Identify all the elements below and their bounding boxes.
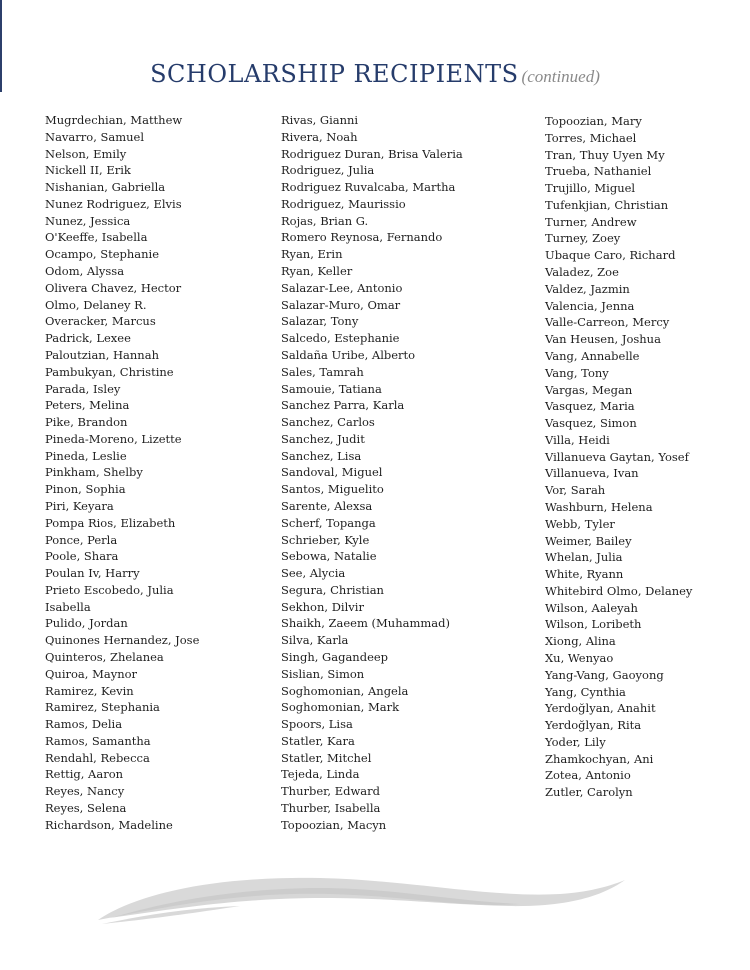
recipient-name: Valencia, Jenna	[545, 298, 635, 313]
recipient-name: Sanchez Parra, Karla	[281, 398, 405, 413]
recipient-name: Yoder, Lily	[545, 734, 606, 749]
recipient-name: Yerdoğlyan, Anahit	[545, 701, 656, 716]
recipient-name: Tejeda, Linda	[281, 767, 360, 782]
recipient-name: Salazar-Muro, Omar	[281, 297, 401, 312]
recipient-name: Xiong, Alina	[545, 634, 616, 649]
recipient-name: Ubaque Caro, Richard	[545, 248, 676, 263]
recipient-name: Rodriguez, Maurissio	[281, 196, 406, 211]
title-continued: (continued)	[521, 67, 600, 86]
recipient-name: Romero Reynosa, Fernando	[281, 230, 443, 245]
recipient-name: Weimer, Bailey	[545, 533, 632, 548]
recipient-name: Richardson, Madeline	[45, 817, 173, 832]
recipient-name: Silva, Karla	[281, 633, 349, 648]
recipient-name: Schrieber, Kyle	[281, 532, 370, 547]
recipient-name: Yerdoğlyan, Rita	[545, 718, 642, 733]
recipient-name: Quinones Hernandez, Jose	[45, 633, 200, 648]
recipient-name: Parada, Isley	[45, 381, 121, 396]
recipient-name: Nelson, Emily	[45, 146, 127, 161]
page-title	[0, 52, 750, 90]
recipient-name: Villanueva, Ivan	[545, 466, 639, 481]
recipient-name: Segura, Christian	[281, 582, 384, 597]
recipient-name: Pineda-Moreno, Lizette	[45, 431, 182, 446]
recipient-name: Paloutzian, Hannah	[45, 347, 159, 362]
recipient-name: Thurber, Edward	[281, 784, 381, 799]
recipient-name: Van Heusen, Joshua	[545, 332, 661, 347]
recipient-name: Pompa Rios, Elizabeth	[45, 515, 176, 530]
recipient-name: Soghomonian, Angela	[281, 683, 409, 698]
recipient-name: Valle-Carreon, Mercy	[545, 315, 670, 330]
recipient-name: Vasquez, Maria	[545, 399, 635, 414]
recipient-name: Isabella	[45, 599, 91, 614]
recipient-name: Pulido, Jordan	[45, 616, 128, 631]
recipient-name: Vang, Tony	[545, 365, 609, 380]
recipient-name: Ocampo, Stephanie	[45, 247, 160, 262]
recipient-name: Topoozian, Mary	[545, 114, 642, 128]
recipient-name: Ponce, Perla	[45, 532, 118, 547]
recipient-name: Samouie, Tatiana	[281, 381, 382, 396]
recipient-name: Pinkham, Shelby	[45, 465, 143, 480]
recipient-name: Nunez, Jessica	[45, 213, 131, 228]
recipient-name: Reyes, Nancy	[45, 784, 125, 799]
recipient-name: Zotea, Antonio	[545, 768, 631, 783]
recipient-name: Poulan Iv, Harry	[45, 566, 140, 581]
recipient-name: Sekhon, Dilvir	[281, 599, 364, 614]
recipient-name: Ramos, Delia	[45, 717, 123, 732]
recipient-name: Whitebird Olmo, Delaney	[545, 583, 693, 598]
recipient-name: Statler, Kara	[281, 733, 355, 748]
recipient-name: Valadez, Zoe	[545, 265, 619, 280]
recipient-name: Villa, Heidi	[545, 432, 610, 447]
recipient-name: Piri, Keyara	[45, 498, 114, 513]
title-main: SCHOLARSHIP RECIPIENTS	[150, 60, 519, 88]
recipient-name: Olmo, Delaney R.	[45, 297, 147, 312]
recipient-name: Villanueva Gaytan, Yosef	[545, 449, 689, 464]
recipient-name: Vasquez, Simon	[545, 416, 637, 431]
recipient-name: Singh, Gagandeep	[281, 650, 389, 664]
recipients-column-3	[545, 113, 692, 801]
recipient-name: Salcedo, Estephanie	[281, 331, 400, 346]
recipient-name: White, Ryann	[545, 567, 624, 582]
recipient-name: Sislian, Simon	[281, 666, 365, 681]
recipient-name: Vargas, Megan	[545, 382, 633, 397]
recipient-name: Tran, Thuy Uyen My	[545, 147, 665, 162]
recipient-name: Sanchez, Judit	[281, 431, 365, 446]
recipient-name: Yang, Cynthia	[545, 684, 626, 699]
recipient-name: Rettig, Aaron	[45, 767, 124, 782]
recipient-name: Vor, Sarah	[545, 483, 606, 498]
recipient-name: O'Keeffe, Isabella	[45, 230, 148, 245]
recipient-name: Rodriguez, Julia	[281, 163, 375, 178]
recipient-name: Wilson, Loribeth	[545, 617, 642, 632]
recipient-name: Peters, Melina	[45, 398, 130, 413]
recipient-name: Turney, Zoey	[545, 231, 621, 246]
recipient-name: Nickell II, Erik	[45, 163, 131, 178]
recipient-name: Trujillo, Miguel	[545, 181, 636, 196]
recipient-name: Yang-Vang, Gaoyong	[545, 667, 664, 682]
recipient-name: Whelan, Julia	[545, 550, 623, 565]
recipient-name: Overacker, Marcus	[45, 314, 156, 329]
recipients-column-2	[281, 112, 463, 834]
recipient-name: Padrick, Lexee	[45, 331, 131, 346]
recipient-name: Nishanian, Gabriella	[45, 180, 166, 195]
recipient-name: Sanchez, Lisa	[281, 448, 362, 463]
recipient-name: Ryan, Erin	[281, 247, 343, 262]
recipient-name: Tufenkjian, Christian	[545, 197, 669, 212]
recipient-name: Quiroa, Maynor	[45, 666, 138, 681]
recipient-name: Navarro, Samuel	[45, 129, 145, 144]
recipient-name: Sales, Tamrah	[281, 364, 364, 379]
recipient-name: Statler, Mitchel	[281, 750, 372, 765]
recipient-name: Pineda, Leslie	[45, 448, 127, 463]
recipient-name: Pinon, Sophia	[45, 482, 126, 497]
recipient-name: Sarente, Alexsa	[281, 498, 373, 513]
recipient-name: Spoors, Lisa	[281, 717, 353, 732]
recipient-name: Zhamkochyan, Ani	[545, 751, 654, 766]
recipient-name: Ryan, Keller	[281, 264, 353, 279]
recipient-name: Salazar, Tony	[281, 314, 359, 329]
recipient-name: Webb, Tyler	[545, 516, 615, 531]
recipient-name: Wilson, Aaleyah	[545, 600, 638, 615]
recipient-name: Ramos, Samantha	[45, 733, 151, 748]
recipients-column-1	[45, 112, 199, 834]
recipient-name: Vang, Annabelle	[545, 348, 640, 363]
recipient-name: Topoozian, Macyn	[281, 817, 387, 832]
recipient-name: Rivera, Noah	[281, 129, 358, 144]
recipient-name: Ramirez, Kevin	[45, 683, 134, 698]
recipient-name: Pike, Brandon	[45, 415, 128, 430]
recipient-name: Sandoval, Miguel	[281, 465, 383, 480]
recipient-name: Xu, Wenyao	[545, 651, 614, 665]
recipient-name: Rendahl, Rebecca	[45, 750, 150, 765]
recipient-name: Zutler, Carolyn	[545, 785, 633, 800]
recipient-name: See, Alycia	[281, 566, 346, 581]
recipient-name: Thurber, Isabella	[281, 801, 381, 816]
recipient-name: Reyes, Selena	[45, 801, 127, 816]
recipient-name: Shaikh, Zaeem (Muhammad)	[281, 616, 450, 631]
recipient-name: Olivera Chavez, Hector	[45, 280, 182, 295]
recipient-name: Rodriguez Duran, Brisa Valeria	[281, 146, 463, 161]
recipient-name: Washburn, Helena	[545, 499, 653, 514]
decorative-swoosh-graphic	[90, 868, 630, 930]
recipient-name: Poole, Shara	[45, 549, 119, 564]
recipient-name: Rodriguez Ruvalcaba, Martha	[281, 180, 456, 195]
recipient-name: Scherf, Topanga	[281, 515, 376, 530]
recipient-name: Nunez Rodriguez, Elvis	[45, 196, 182, 211]
recipient-name: Rivas, Gianni	[281, 113, 359, 127]
recipient-name: Saldaña Uribe, Alberto	[281, 347, 416, 362]
recipient-name: Soghomonian, Mark	[281, 700, 400, 715]
recipient-name: Sebowa, Natalie	[281, 549, 377, 564]
recipient-name: Valdez, Jazmin	[545, 281, 630, 296]
recipient-name: Trueba, Nathaniel	[545, 164, 652, 179]
recipient-name: Salazar-Lee, Antonio	[281, 280, 403, 295]
recipient-name: Rojas, Brian G.	[281, 213, 369, 228]
recipient-name: Mugrdechian, Matthew	[45, 113, 183, 127]
recipient-name: Santos, Miguelito	[281, 482, 384, 497]
recipient-name: Quinteros, Zhelanea	[45, 650, 164, 664]
recipient-name: Turner, Andrew	[545, 214, 637, 229]
recipient-name: Torres, Michael	[545, 130, 637, 145]
recipient-name: Prieto Escobedo, Julia	[45, 582, 174, 597]
recipient-name: Pambukyan, Christine	[45, 364, 174, 379]
recipient-name: Odom, Alyssa	[45, 264, 125, 279]
recipient-name: Ramirez, Stephania	[45, 700, 160, 715]
recipient-name: Sanchez, Carlos	[281, 415, 375, 430]
